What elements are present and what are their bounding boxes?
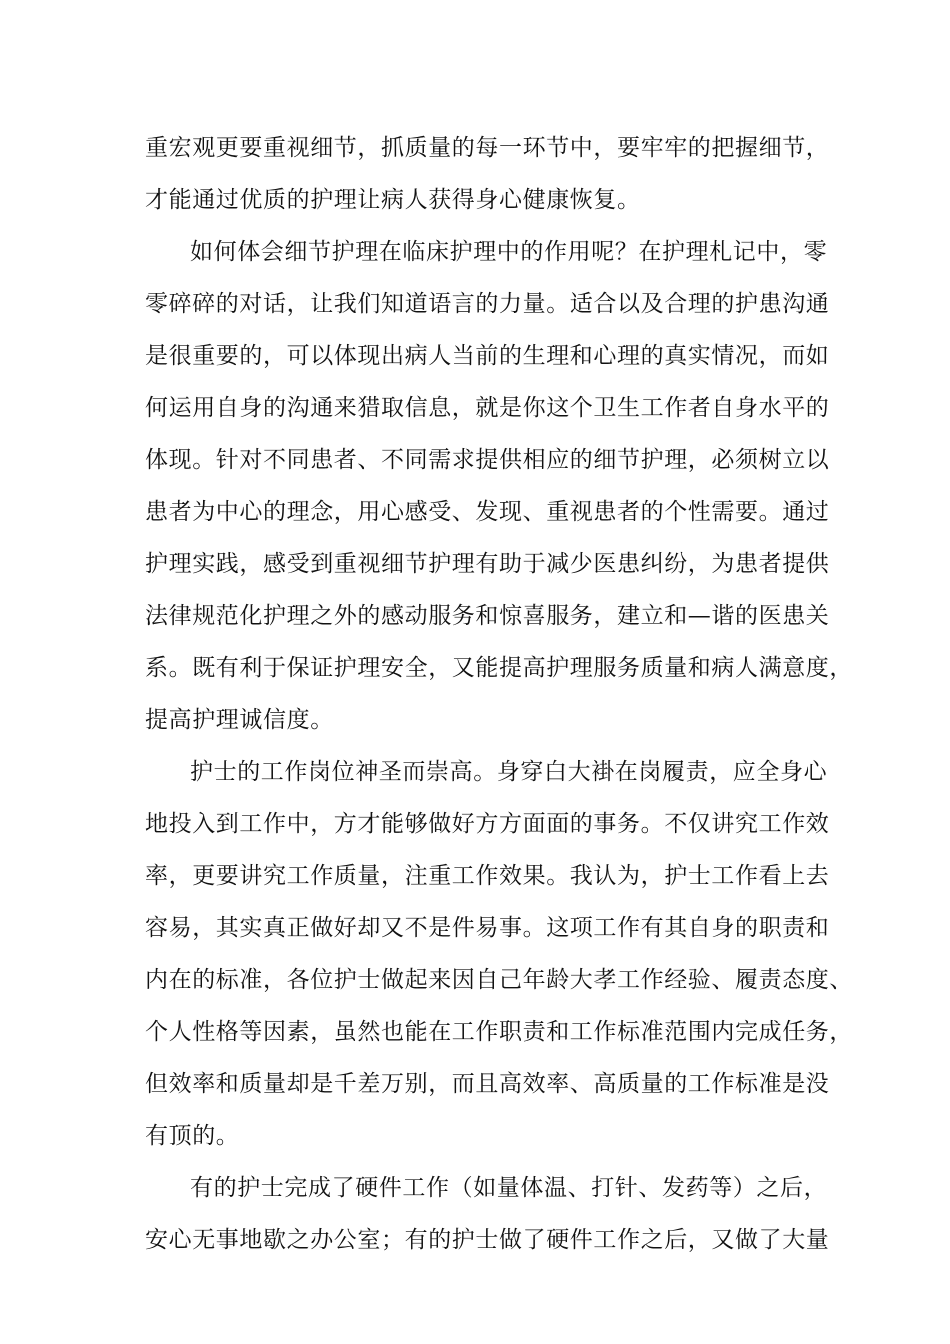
text-line: 才能通过优质的护理让病人获得身心健康恢复。 [145,187,641,213]
text-line: 容易，其实真正做好却又不是件易事。这项工作有其自身的职责和 [145,915,830,941]
text-line: 但效率和质量却是千差万别，而且高效率、高质量的工作标准是没 [145,1071,830,1097]
text-line: 零碎碎的对话，让我们知道语言的力量。适合以及合理的护患沟通 [145,291,830,317]
text-line: 体现。针对不同患者、不同需求提供相应的细节护理，必须树立以 [145,447,830,473]
text-line: 患者为中心的理念，用心感受、发现、重视患者的个性需要。通过 [145,499,830,525]
text-line: 安心无事地歇之办公室；有的护士做了硬件工作之后，又做了大量 [145,1227,830,1253]
text-line: 率，更要讲究工作质量，注重工作效果。我认为，护士工作看上去 [145,863,830,889]
text-line: 重宏观更要重视细节，抓质量的每一环节中，要牢牢的把握细节， [145,135,830,161]
text-line: 内在的标准，各位护士做起来因自己年龄大孝工作经验、履责态度、 [145,967,853,993]
paragraph-start-line: 有的护士完成了硬件工作（如量体温、打针、发药等）之后， [190,1175,828,1201]
paragraph-start-line: 如何体会细节护理在临床护理中的作用呢？在护理札记中，零 [190,239,828,265]
text-line: 系。既有利于保证护理安全，又能提高护理服务质量和病人满意度， [145,655,853,681]
text-line: 是很重要的，可以体现出病人当前的生理和心理的真实情况，而如 [145,343,830,369]
text-line: 有顶的。 [145,1123,240,1149]
text-line: 提高护理诚信度。 [145,707,334,733]
text-line: 个人性格等因素，虽然也能在工作职责和工作标准范围内完成任务， [145,1019,853,1045]
text-line: 护理实践，感受到重视细节护理有助于减少医患纠纷，为患者提供 [145,551,830,577]
text-line: 何运用自身的沟通来猎取信息，就是你这个卫生工作者自身水平的 [145,395,830,421]
text-line: 法律规范化护理之外的感动服务和惊喜服务，建立和—谐的医患关 [145,603,830,629]
text-line: 地投入到工作中，方才能够做好方方面面的事务。不仅讲究工作效 [145,811,830,837]
paragraph-start-line: 护士的工作岗位神圣而崇高。身穿白大褂在岗履责，应全身心 [190,759,828,785]
